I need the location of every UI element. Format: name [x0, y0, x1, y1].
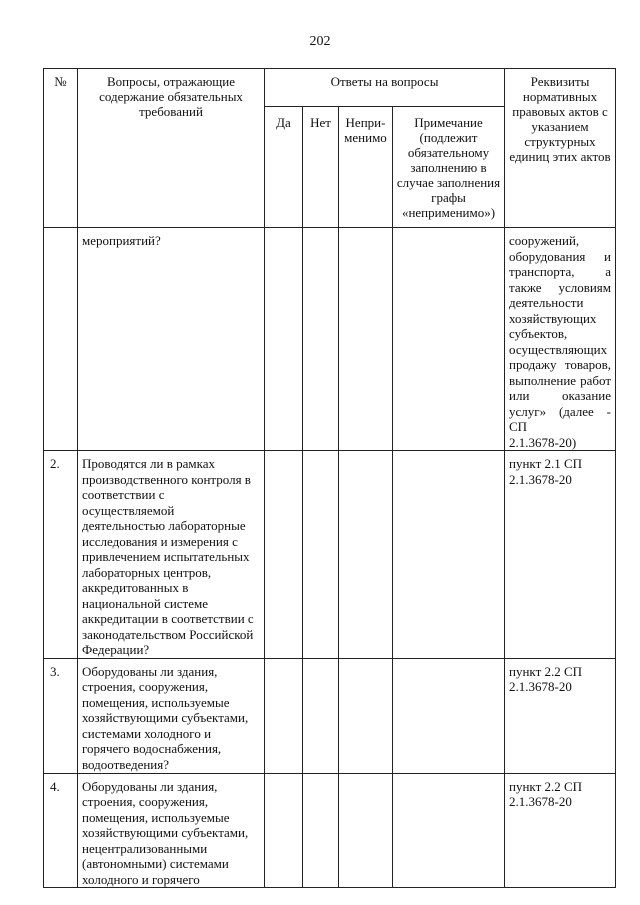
header-not-applicable-label: Непри-менимо: [344, 115, 387, 145]
row-reference: пункт 2.2 СП 2.1.3678-20: [505, 773, 616, 888]
header-requisites: Реквизиты нормативных правовых актов с указанием структурных единиц этих актов: [505, 69, 616, 228]
header-row-1: [44, 69, 616, 107]
header-note: Примечание (подлежит обязательному заполнению в случае заполнения графы «неприменимо»): [393, 107, 505, 228]
answer-yes-cell[interactable]: [265, 773, 303, 888]
answer-note-cell[interactable]: [393, 658, 505, 773]
answer-no-cell[interactable]: [303, 773, 339, 888]
table-row: [44, 451, 616, 659]
header-no: Нет: [303, 107, 339, 228]
answer-note-cell[interactable]: [393, 773, 505, 888]
answer-no-cell[interactable]: [303, 658, 339, 773]
answer-yes-cell[interactable]: [265, 658, 303, 773]
reference-line: также условиям: [509, 279, 612, 295]
row-number: 3.: [44, 658, 78, 773]
answer-no-cell[interactable]: [303, 451, 339, 659]
row-number: 2.: [44, 451, 78, 659]
header-yes: Да: [265, 107, 303, 228]
answer-note-cell[interactable]: [393, 451, 505, 659]
reference-line: или оказание: [509, 388, 612, 403]
reference-line: транспорта, а: [509, 264, 612, 279]
answer-na-cell[interactable]: [339, 658, 393, 773]
answer-na-cell[interactable]: [339, 228, 393, 451]
answer-na-cell[interactable]: [339, 773, 393, 888]
answer-yes-cell[interactable]: [265, 228, 303, 451]
row-question: Оборудованы ли здания, строения, сооружения, помещения, используемые хозяйствующими субъектами, нецентрализованными (автономными) системами холодного и горячего: [78, 773, 265, 888]
reference-line: услуг» (далее - СП: [509, 403, 612, 434]
row-number: [44, 228, 78, 451]
table-row: [44, 228, 616, 451]
row-reference: [505, 228, 616, 451]
checklist-table: [43, 68, 616, 888]
reference-line: деятельности: [509, 295, 584, 310]
row-reference: пункт 2.1 СП 2.1.3678-20: [505, 451, 616, 659]
table-row: [44, 773, 616, 888]
row-question: мероприятий?: [78, 228, 265, 451]
header-not-applicable: [339, 107, 393, 228]
row-reference: пункт 2.2 СП 2.1.3678-20: [505, 658, 616, 773]
reference-line: оборудования и: [509, 248, 612, 264]
header-num: №: [44, 69, 78, 228]
page-number: 202: [309, 34, 331, 49]
row-question: Оборудованы ли здания, строения, сооружения, помещения, используемые хозяйствующими субъектами, системами холодного и горячего водоснабжения, водоотведения?: [78, 658, 265, 773]
reference-line: хозяйствующих: [509, 310, 597, 326]
answer-yes-cell[interactable]: [265, 451, 303, 659]
answer-no-cell[interactable]: [303, 228, 339, 451]
row-number: 4.: [44, 773, 78, 888]
row-question: Проводятся ли в рамках производственного контроля в соответствии с осуществляемой деятельностью лабораторные исследования и измерения с привлечением испытательных лабораторных центров, аккредитованных в национальной системе аккредитации в соответствии с законодательством Российской Федерации?: [78, 451, 265, 659]
table-row: [44, 658, 616, 773]
reference-line: осуществляющих: [509, 341, 608, 357]
header-answers: Ответы на вопросы: [265, 69, 505, 107]
reference-line: сооружений,: [509, 233, 580, 248]
reference-line: 2.1.3678-20): [509, 434, 577, 450]
answer-na-cell[interactable]: [339, 451, 393, 659]
reference-line: продажу товаров,: [509, 357, 612, 372]
header-questions: Вопросы, отражающие содержание обязательных требований: [78, 69, 265, 228]
reference-line: выполнение работ: [509, 372, 612, 388]
reference-line: субъектов,: [509, 326, 568, 341]
answer-note-cell[interactable]: [393, 228, 505, 451]
